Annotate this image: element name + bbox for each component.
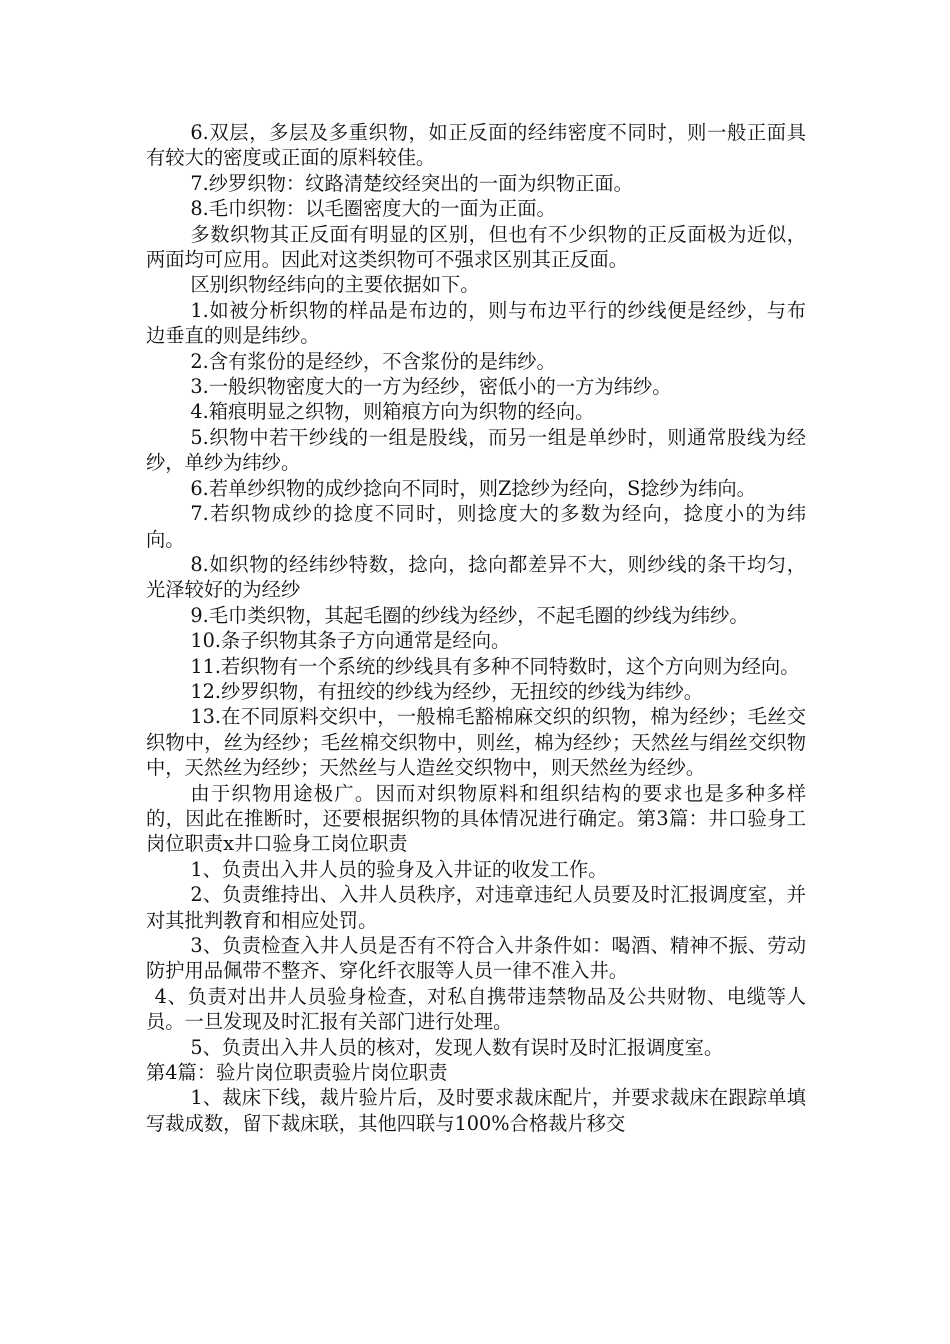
paragraph: 3.一般织物密度大的一方为经纱，密低小的一方为纬纱。 [190,375,672,399]
paragraph: 2、负责维持出、入井人员秩序，对违章违纪人员要及时汇报调度室，并对其批判教育和相应处罚。 [146,883,806,932]
paragraph: 第4篇：验片岗位职责验片岗位职责 [146,1061,448,1085]
paragraph: 9.毛巾类织物，其起毛圈的纱线为经纱，不起毛圈的纱线为纬纱。 [190,603,749,627]
paragraph: 7.纱罗织物：纹路清楚绞经突出的一面为织物正面。 [190,171,633,195]
paragraph: 13.在不同原料交织中，一般棉毛豁棉麻交织的织物，棉为经纱；毛丝交织物中，丝为经纱；毛丝棉交织物中，则丝，棉为经纱；天然丝与绢丝交织物中，天然丝为经纱；天然丝与人造丝交织物中，则天然丝为经纱。 [146,705,806,780]
paragraph: 6.若单纱织物的成纱捻向不同时，则Z捻纱为经向，S捻纱为纬向。 [190,476,756,500]
paragraph: 4.箱痕明显之织物，则箱痕方向为织物的经向。 [190,400,595,424]
paragraph: 由于织物用途极广。因而对织物原料和组织结构的要求也是多种多样的，因此在推断时，还要根据织物的具体情况进行确定。第3篇：井口验身工岗位职责x井口验身工岗位职责 [146,781,806,856]
paragraph: 5、负责出入井人员的核对，发现人数有误时及时汇报调度室。 [190,1035,724,1059]
paragraph: 10.条子织物其条子方向通常是经向。 [190,629,511,653]
paragraph: 8.毛巾织物：以毛圈密度大的一面为正面。 [190,197,556,221]
paragraph: 6.双层，多层及多重织物，如正反面的经纬密度不同时，则一般正面具有较大的密度或正面的原料较佳。 [146,121,806,170]
document-page [146,120,806,1136]
paragraph: 3、负责检查入井人员是否有不符合入井条件如：喝酒、精神不振、劳动防护用品佩带不整齐、穿化纤衣服等人员一律不准入井。 [146,934,806,983]
paragraph: 区别织物经纬向的主要依据如下。 [190,273,480,297]
paragraph: 1.如被分析织物的样品是布边的，则与布边平行的纱线便是经纱，与布边垂直的则是纬纱。 [146,298,806,348]
paragraph: 1、裁床下线，裁片验片后，及时要求裁床配片，并要求裁床在跟踪单填写裁成数，留下裁床联，其他四联与100%合格裁片移交 [146,1086,806,1135]
paragraph: 11.若织物有一个系统的纱线具有多种不同特数时，这个方向则为经向。 [190,654,800,678]
paragraph: 7.若织物成纱的捻度不同时，则捻度大的多数为经向，捻度小的为纬向。 [146,502,806,551]
paragraph: 12.纱罗织物，有扭绞的纱线为经纱，无扭绞的纱线为纬纱。 [190,679,704,703]
paragraph: 8.如织物的经纬纱特数，捻向，捻向都差异不大，则纱线的条干均匀，光泽较好的为经纱 [146,552,806,602]
paragraph: 1、负责出入井人员的验身及入井证的收发工作。 [190,857,608,881]
paragraph: 5.织物中若干纱线的一组是股线，而另一组是单纱时，则通常股线为经纱，单纱为纬纱。 [146,425,806,475]
paragraph: 2.含有浆份的是经纱，不含浆份的是纬纱。 [190,349,556,373]
paragraph: 4、负责对出井人员验身检查，对私自携带违禁物品及公共财物、电缆等人员。一旦发现及时汇报有关部门进行处理。 [146,984,806,1034]
paragraph: 多数织物其正反面有明显的区别，但也有不少织物的正反面极为近似，两面均可应用。因此对这类织物可不强求区别其正反面。 [146,222,806,272]
